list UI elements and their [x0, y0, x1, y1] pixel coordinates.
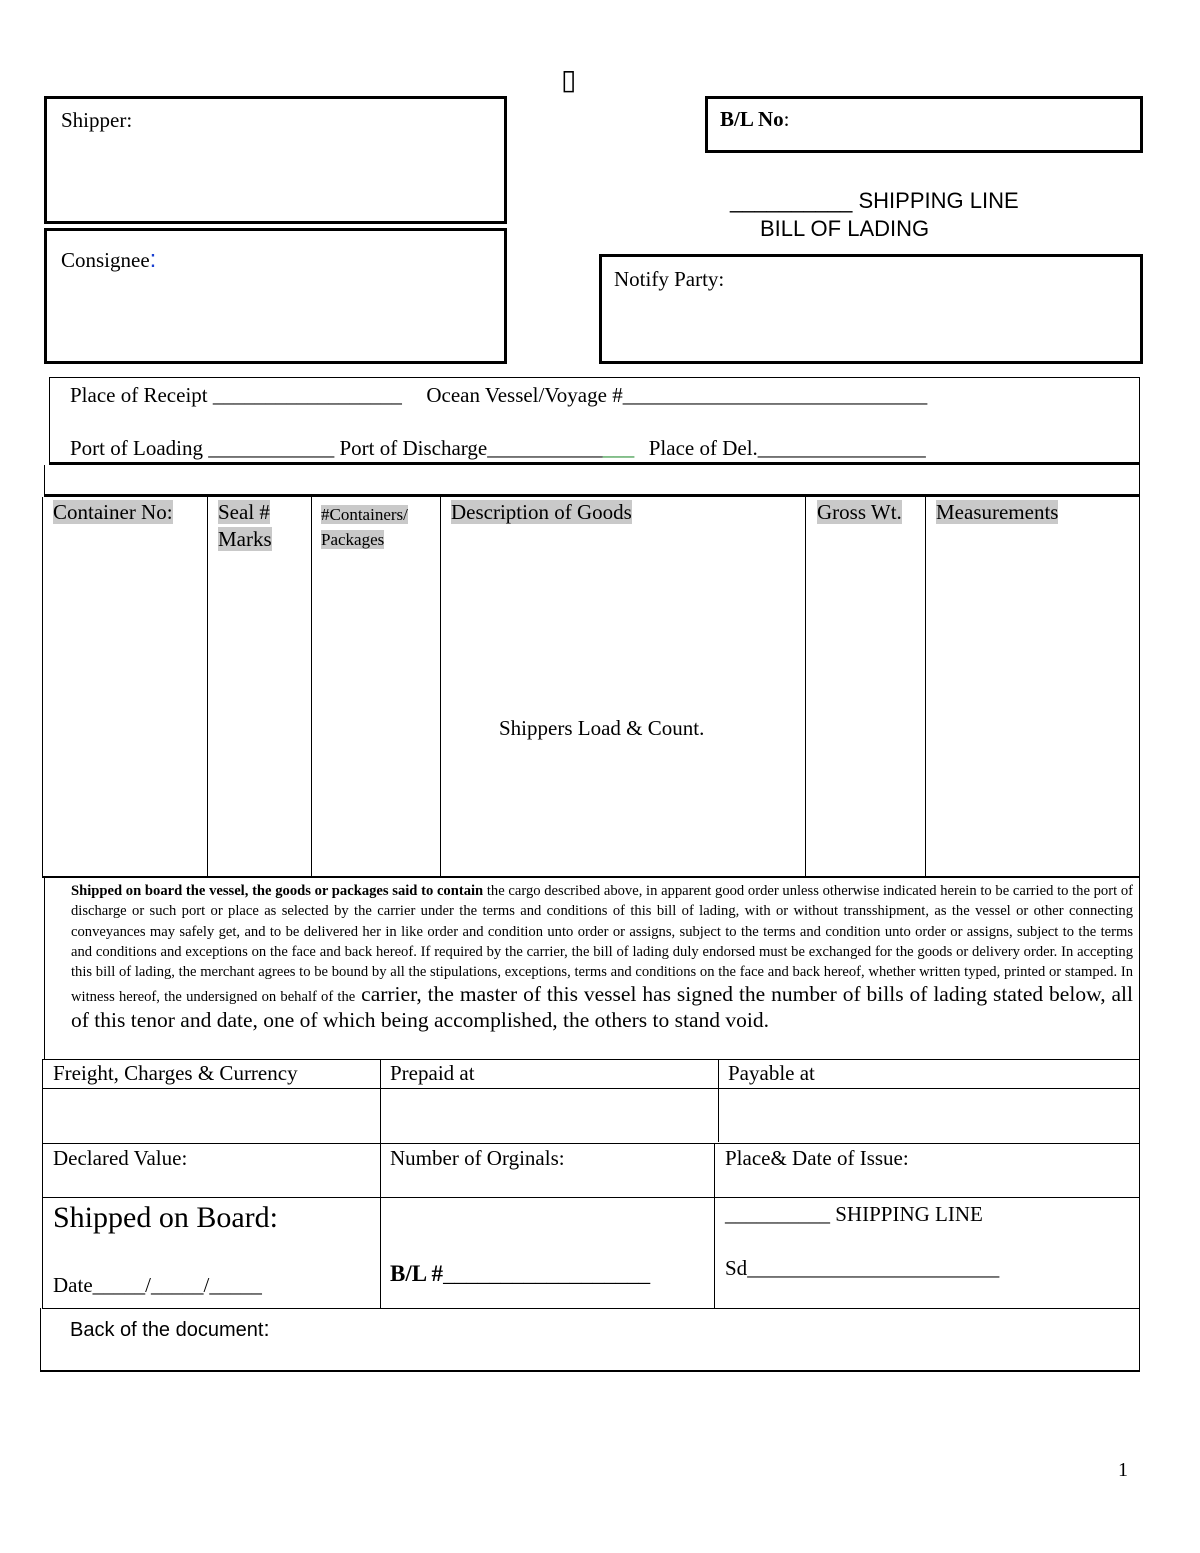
- column-header-containers-packages: [321, 502, 408, 552]
- back-of-document-label-text: Back of the document: [70, 1319, 264, 1341]
- column-header-measurements-text: Measurements: [936, 500, 1059, 524]
- back-of-document-box: [40, 1308, 1140, 1372]
- column-header-seal-marks: [218, 499, 272, 553]
- notify-party-box[interactable]: [599, 254, 1143, 364]
- shippers-load-count-note: Shippers Load & Count.: [499, 716, 705, 740]
- route-row-2: [70, 436, 926, 461]
- payable-at-field[interactable]: [719, 1089, 1139, 1143]
- ocean-vessel-label: Ocean Vessel/Voyage #: [426, 383, 623, 407]
- terms-section: [44, 878, 1140, 1060]
- payable-at-label: Payable at: [728, 1061, 815, 1085]
- column-header-gross-weight-text: Gross Wt.: [817, 500, 902, 524]
- place-of-receipt-label: Place of Receipt: [70, 383, 208, 407]
- bl-no-colon: :: [783, 107, 790, 131]
- port-of-loading-label: Port of Loading: [70, 436, 203, 460]
- carrier-signature-line: SHIPPING LINE: [835, 1202, 983, 1226]
- port-of-loading-field[interactable]: ____________: [208, 436, 335, 460]
- column-header-marks-text: Marks: [218, 527, 272, 551]
- number-of-originals-label: Number of Orginals:: [390, 1146, 565, 1170]
- place-of-delivery-field[interactable]: ________________: [757, 436, 926, 460]
- page-number: 1: [1118, 1459, 1128, 1481]
- date-row: [53, 1273, 262, 1298]
- freight-charges-field[interactable]: [43, 1089, 380, 1143]
- shipping-line-heading: [730, 186, 1019, 216]
- terms-paragraph: [71, 881, 1133, 1033]
- route-section: [49, 377, 1140, 465]
- column-header-containers-text: #Containers/: [321, 505, 408, 524]
- bl-no-label-text: B/L No: [720, 107, 784, 131]
- consignee-label: [61, 246, 156, 274]
- shipper-label: Shipper:: [61, 108, 133, 132]
- bottom-grid: [42, 1059, 1140, 1309]
- carrier-name-blank: __________: [730, 188, 853, 213]
- notify-party-label: Notify Party:: [614, 267, 725, 291]
- declared-value-label: Declared Value:: [53, 1146, 188, 1170]
- place-date-of-issue-label: Place& Date of Issue:: [725, 1146, 909, 1170]
- consignee-label-text: Consignee: [61, 248, 150, 272]
- goods-table: [42, 497, 1140, 878]
- bl-no-box[interactable]: [705, 96, 1143, 153]
- port-of-discharge-field[interactable]: ___________: [487, 436, 603, 460]
- shipper-box[interactable]: [44, 96, 507, 224]
- column-header-description-text: Description of Goods: [451, 500, 632, 524]
- port-of-discharge-label: Port of Discharge: [339, 436, 488, 460]
- bl-number-row: [390, 1261, 650, 1287]
- placeholder-glyph: ▯: [561, 64, 577, 95]
- bl-no-label: [720, 107, 789, 132]
- column-header-seal-text: Seal #: [218, 500, 270, 524]
- consignee-colon: :: [149, 246, 157, 273]
- route-row-1: [70, 383, 927, 408]
- shipped-on-board-title: Shipped on Board:: [53, 1201, 278, 1234]
- column-header-packages-text: Packages: [321, 530, 385, 549]
- shipping-line-text: SHIPPING LINE: [858, 188, 1019, 213]
- ocean-vessel-field[interactable]: _____________________________: [622, 383, 928, 407]
- place-of-receipt-field[interactable]: __________________: [212, 383, 402, 407]
- prepaid-at-label: Prepaid at: [390, 1061, 475, 1085]
- freight-charges-label: Freight, Charges & Currency: [53, 1061, 298, 1085]
- date-field[interactable]: _____/_____/_____: [92, 1273, 262, 1297]
- terms-closing: carrier, the master of this vessel has signed the number of bills of lading stated below, all of this tenor and date, one of which being accomplished, the others to stand void.: [71, 982, 1133, 1032]
- place-of-delivery-label: Place of Del.: [648, 436, 758, 460]
- carrier-signature-heading: [725, 1202, 983, 1227]
- column-header-container-no: [53, 499, 173, 526]
- back-of-document-colon: :: [263, 1316, 270, 1341]
- column-header-description: [451, 499, 632, 526]
- carrier-signature-blank[interactable]: __________: [725, 1202, 830, 1226]
- consignee-box[interactable]: [44, 228, 507, 364]
- port-of-discharge-field-green[interactable]: ___: [602, 436, 635, 460]
- column-header-container-no-text: Container No:: [53, 500, 173, 524]
- date-label: Date: [53, 1273, 93, 1297]
- sd-row: [725, 1256, 999, 1281]
- column-header-gross-weight: [817, 499, 902, 526]
- terms-bold-lead: Shipped on board the vessel, the goods or packages said to contain: [71, 883, 484, 899]
- sd-field[interactable]: ________________________: [747, 1256, 1000, 1280]
- document-title: BILL OF LADING: [760, 216, 930, 241]
- bl-number-field[interactable]: __________________: [443, 1261, 651, 1286]
- sd-label: Sd: [725, 1256, 748, 1280]
- prepaid-at-field[interactable]: [381, 1089, 718, 1143]
- terms-body: the cargo described above, in apparent good order unless otherwise indicated herein to be carried to the port of discharge or such port or place as selected by the carrier under the terms and conditions of this bill of lading, with or without transshipment, as the vessel or other connecting conveyances may safely get, and to be delivered her in like order and condition unto order or assigns, subject to the terms and condition unto order or assigns, subject to the terms and conditions and exceptions on the face and back hereof. If required by the carrier, the bill of lading duly endorsed must be exchanged for the goods or delivery order. In accepting this bill of lading, the merchant agrees to be bound by all the stipulations, exceptions, terms and conditions on the face and back hereof, whether written typed, printed or stamped. In witness hereof, the undersigned on behalf of the: [71, 883, 1133, 1006]
- back-of-document-label: [70, 1316, 270, 1342]
- column-header-measurements: [936, 499, 1058, 526]
- bl-number-label: B/L #: [390, 1261, 444, 1286]
- spacer-row: [44, 465, 1140, 497]
